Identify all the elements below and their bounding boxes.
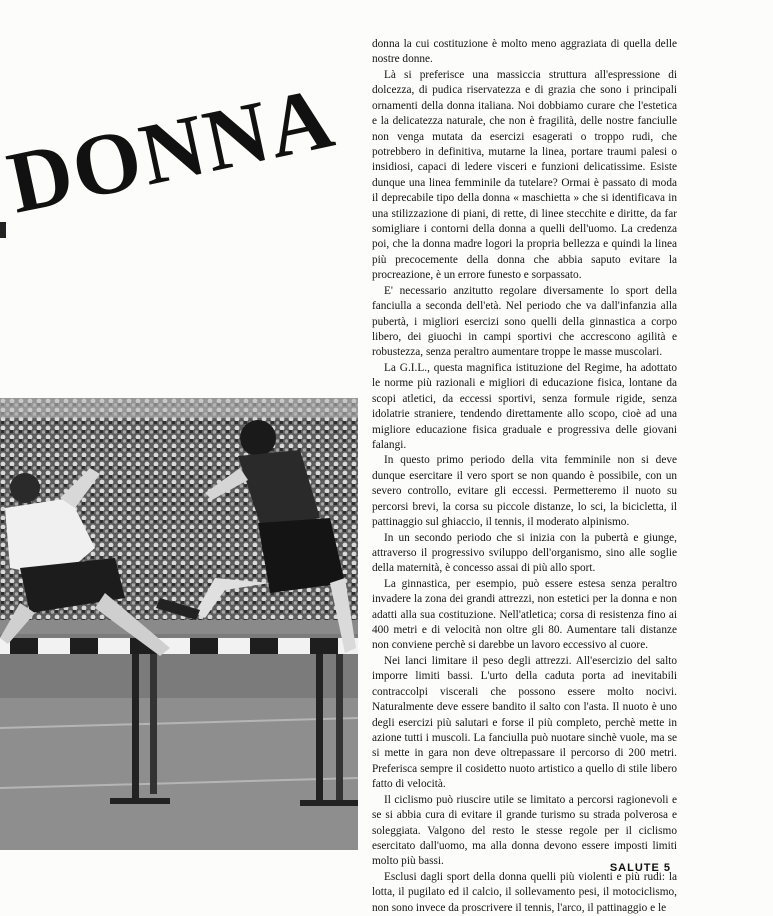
paragraph: Esclusi dagli sport della donna quelli più violenti e più rudi: la lotta, il pugilato ed il calcio, il sollevamento pesi, il motociclismo, non sono invece da proscrivere il tennis, l'arco, il pattinaggio e le [372,870,677,914]
paragraph: La ginnastica, per esempio, può essere estesa senza peraltro invadere la zona dei grandi attrezzi, non estetici per la donna e non adatti alla sua costituzione. Nell'atletica; corsa di resistenza fino ai 400 metri e di velocità non oltre gli 80. Aumentare tali distanze non conviene perchè si darebbe un lavoro eccessivo al cuore. [372,577,677,652]
paragraph: E' necessario anzitutto regolare diversamente lo sport della fanciulla a seconda dell'età. Nel periodo che va dall'infanzia alla pubertà, i migliori esercizi sono quelli della ginnastica a corpo libero, dei giuochi in campi sportivi che accrescono agilità e robustezza, senza peraltro aumentare troppe le masse muscolari. [372,284,677,359]
paragraph: La G.I.L., questa magnifica istituzione del Regime, ha adottato le norme più razionali e migliori di educazione fisica, lontane da scopi atletici, da eccessi sportivi, senza formule rigide, senza idolatrie straniere, tendendo direttamente allo scopo, cioè ad una migliore educazione fisica graduale e progressiva delle giovani falangi. [372,361,677,451]
hurdles-photo [0,398,358,850]
headline-graphic [0,68,351,235]
headline-word: DONNA [0,68,346,233]
paragraph: In questo primo periodo della vita femminile non si deve dunque esercitare il vero sport se non quando è possibile, con un severo controllo, evitare gli eccessi. Permetteremo il nuoto su percorsi brevi, la corsa su piccole distanze, lo sci, la bicicletta, il pattinaggio sul ghiaccio, il tennis, il moderato alpinismo. [372,454,677,529]
paragraph: Il ciclismo può riuscire utile se limitato a percorsi ragionevoli e se si abbia cura di evitare il grande turismo su strada polverosa e soleggiata. Valgono del resto le stesse regole per il ciclismo esercitato dall'uomo, ma alla donna devono essere imposti limiti molto più bassi. [372,793,677,868]
paragraph: Là si preferisce una massiccia struttura all'espressione di dolcezza, di pudica riservatezza e di grazia che sono i principali ornamenti della donna italiana. Noi dobbiamo curare che l'estetica e la delicatezza naturale, che non è fragilità, delle nostre fanciulle non venga mutata da esercizi esagerati o troppo rudi, che potrebbero in definitiva, mutarne la linea, portare traumi palesi o insidiosi, capaci di ledere visceri e funzioni delicatissime. Esiste dunque una linea femminile da tutelare? Ormai è passato di moda il deprecabile tipo della donna « maschietta » che si identificava in una stilizzazione di piani, di rette, di linee stecchite e diritte, da far somigliare i contorni della donna a quelli dell'uomo. La credenza poi, che la donna madre logori la propria bellezza e quindi la linea più precocemente della donna che abbia saputo evitare la procreazione, è un errore funesto e sorpassato. [372,68,677,282]
hurdles-illustration [0,398,358,850]
margin-mark [0,222,6,238]
paragraph: In un secondo periodo che si inizia con la pubertà e giunge, attraverso il progressivo sviluppo dell'organismo, sino alle soglie della maternità, è concesso assai di più allo sport. [372,531,677,575]
page-footer: SALUTE 5 [609,862,671,874]
paragraph: donna la cui costituzione è molto meno aggraziata di quella delle nostre donne. [372,38,677,66]
paragraph: Nei lanci limitare il peso degli attrezzi. All'esercizio del salto imporre limiti bassi. L'urto della caduta porta ad inevitabili contraccolpi viscerali che possono essere molto nocivi. Naturalmente deve essere bandito il salto con l'asta. Il nuoto è uno degli esercizi più salutari e forse il più completo, perchè mette in azione tutti i muscoli. La fanciulla può nuotare sinchè vuole, ma se si mette in gara non deve oltrepassare il percorso di 200 metri. Preferisca sempre il cosidetto nuoto artistico a quello di stile libero fatto di velocità. [372,654,677,791]
headline [0,68,351,235]
